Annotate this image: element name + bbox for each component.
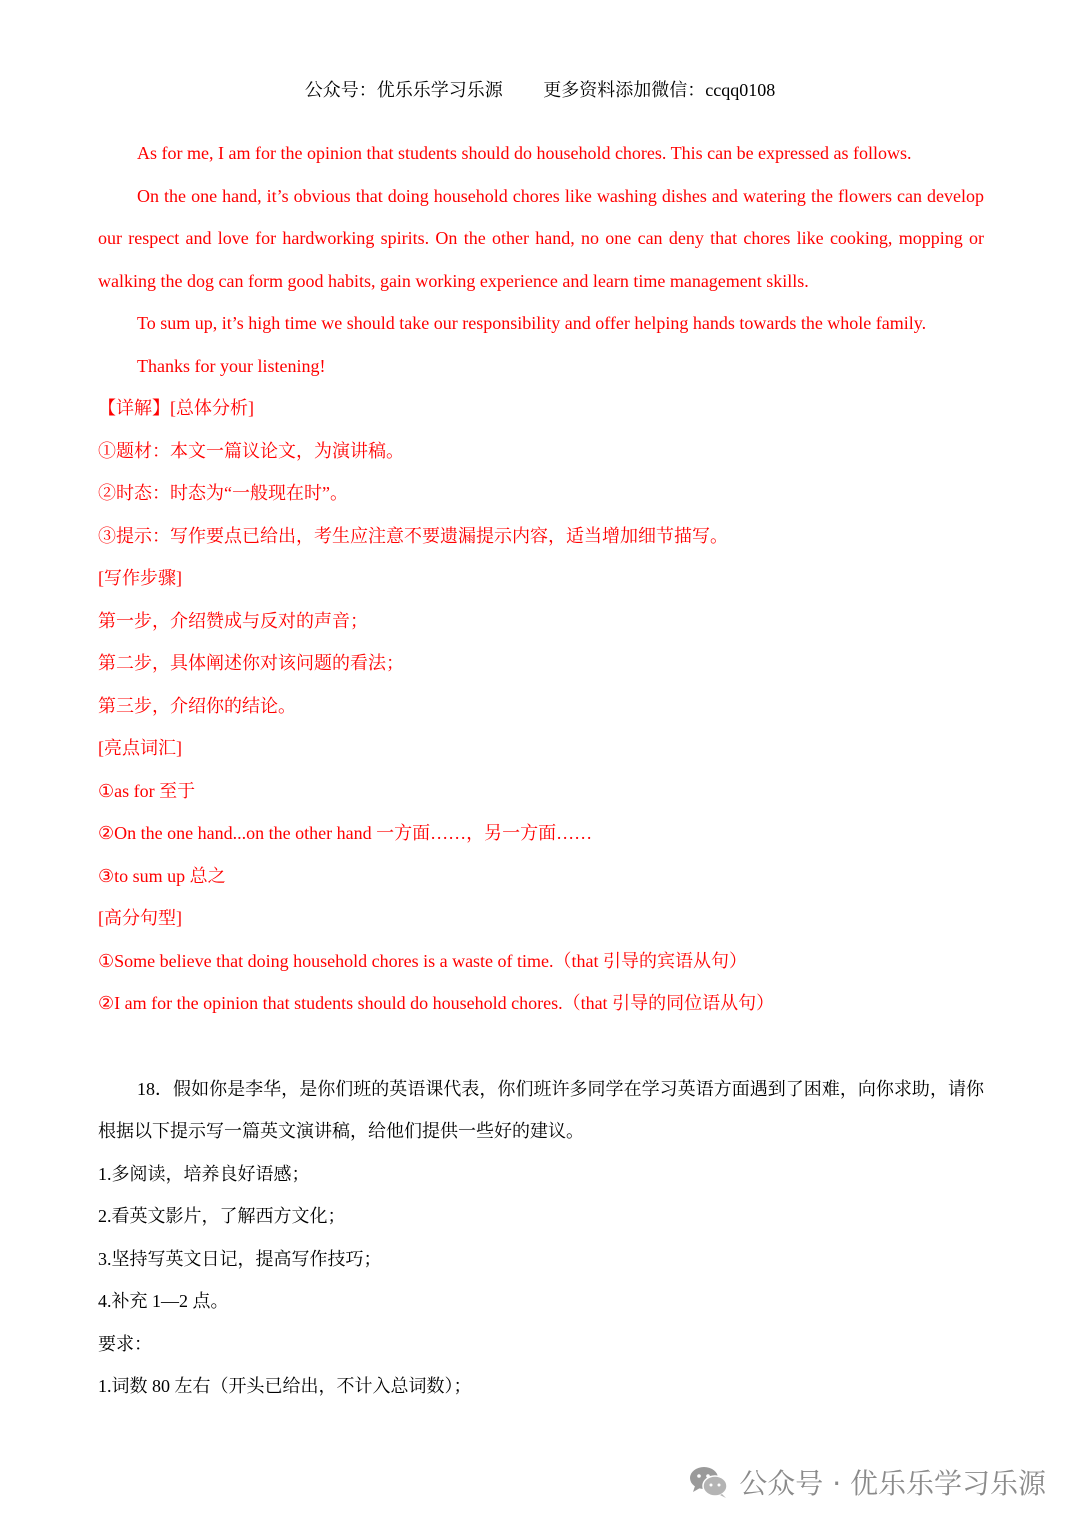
vocab-heading: [亮点词汇] — [98, 738, 182, 758]
essay-paragraph-3: To sum up, it’s high time we should take our responsibility and offer helping hands towards the whole family. — [137, 313, 927, 333]
watermark — [689, 1462, 1046, 1502]
analysis-item: ②时态：时态为“一般现在时”。 — [98, 483, 348, 503]
steps-heading: [写作步骤] — [98, 568, 182, 588]
watermark-text: 公众号 · 优乐乐学习乐源 — [739, 1467, 1046, 1500]
sentence-item: ②I am for the opinion that students should do household chores.（that 引导的同位语从句） — [98, 993, 775, 1013]
analysis-item: ③提示：写作要点已给出，考生应注意不要遗漏提示内容，适当增加细节描写。 — [98, 525, 728, 546]
header-contact: 更多资料添加微信：ccqq0108 — [543, 80, 776, 100]
sentences-heading: [高分句型] — [98, 908, 182, 928]
document-body — [98, 132, 984, 1408]
essay-paragraph-4: Thanks for your listening! — [137, 355, 326, 376]
question-point: 1.多阅读，培养良好语感； — [98, 1163, 310, 1184]
vocab-item: ①as for 至于 — [98, 780, 196, 801]
analysis-item: ①题材：本文一篇议论文，为演讲稿。 — [98, 440, 404, 461]
essay-paragraph-2: On the one hand, it’s obvious that doing household chores like washing dishes and watering the flowers can develop our respect and love for hardworking spirits. On the other hand, no one can deny that chores like cooking, mopping or walking the dog can form good habits, gain working experience and learn time management skills. — [98, 185, 984, 291]
vocab-item: ③to sum up 总之 — [98, 865, 226, 886]
step-item: 第三步，介绍你的结论。 — [98, 695, 296, 716]
requirement-item: 1.词数 80 左右（开头已给出，不计入总词数）； — [98, 1376, 472, 1396]
requirements-heading: 要求： — [98, 1333, 152, 1354]
header-account: 公众号：优乐乐学习乐源 — [304, 80, 503, 100]
section-gap — [98, 1025, 984, 1068]
question-point: 4.补充 1—2 点。 — [98, 1291, 229, 1311]
sentence-item: ①Some believe that doing household chores is a waste of time.（that 引导的宾语从句） — [98, 950, 748, 971]
question-point: 2.看英文影片，了解西方文化； — [98, 1206, 346, 1226]
wechat-icon — [689, 1465, 729, 1499]
question-prompt: 18．假如你是李华，是你们班的英语课代表，你们班许多同学在学习英语方面遇到了困难，向你求助，请你根据以下提示写一篇英文演讲稿，给他们提供一些好的建议。 — [98, 1078, 984, 1141]
vocab-item: ②On the one hand...on the other hand 一方面……，另一方面…… — [98, 823, 593, 843]
page-header — [0, 76, 1080, 102]
question-point: 3.坚持写英文日记，提高写作技巧； — [98, 1248, 382, 1269]
step-item: 第二步，具体阐述你对该问题的看法； — [98, 653, 404, 673]
step-item: 第一步，介绍赞成与反对的声音； — [98, 610, 368, 631]
analysis-heading: 【详解】[总体分析] — [98, 398, 254, 418]
essay-paragraph-1: As for me, I am for the opinion that students should do household chores. This can be expressed as follows. — [137, 143, 912, 163]
